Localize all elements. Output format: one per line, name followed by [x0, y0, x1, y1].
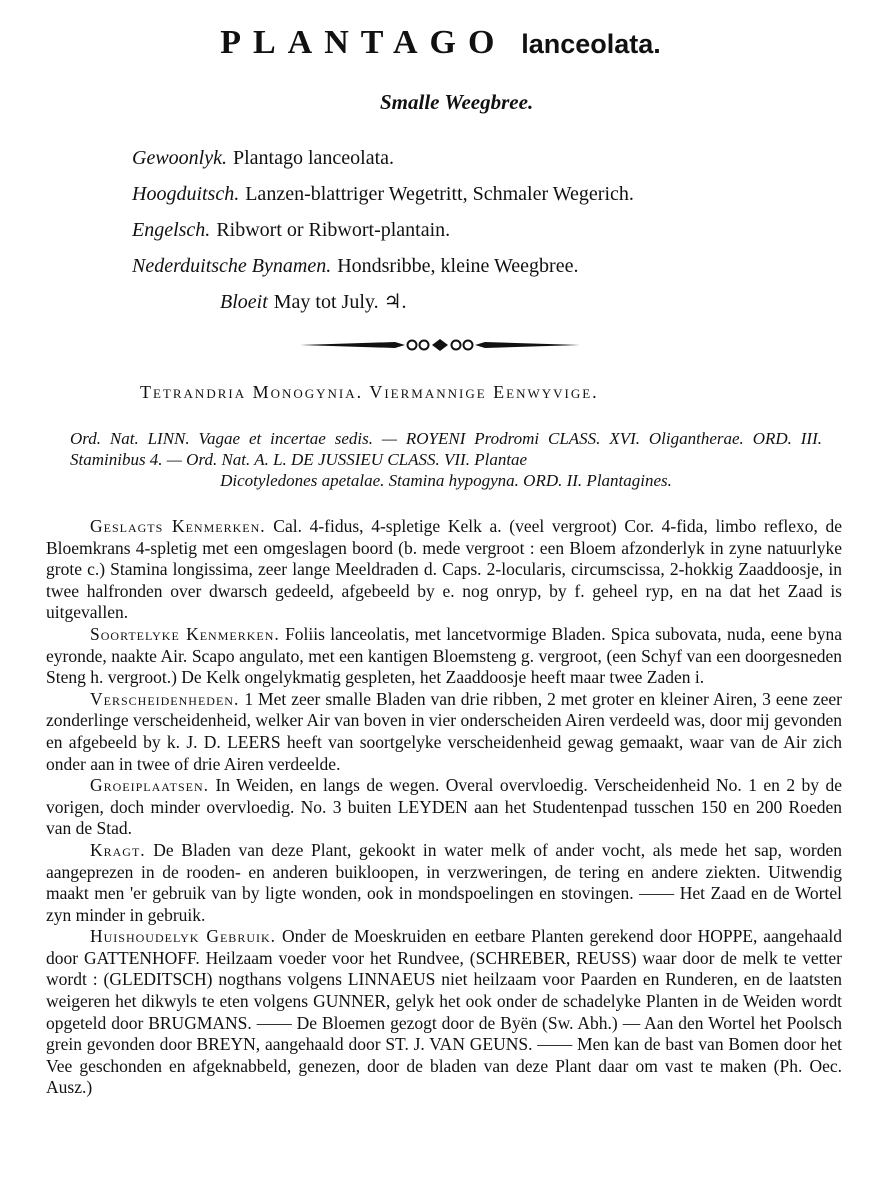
natural-order-last-line: Dicotyledones apetalae. Stamina hypogyna. ORD. II. Plantagines.: [220, 471, 672, 490]
paragraph: [46, 775, 842, 840]
synonym-row: [132, 176, 634, 212]
paragraph-heading: Verscheidenheden.: [90, 688, 240, 709]
natural-order-text: Ord. Nat. LINN. Vagae et incertae sedis. — ROYENI Prodromi CLASS. XVI. Oligantherae. ORD. III. Staminibus 4. — Ord. Nat. A. L. DE JUSSIEU CLASS. VII. Plantae: [70, 429, 822, 469]
synonym-value: Hondsribbe, kleine Weegbree.: [337, 255, 579, 277]
synonym-value: Ribwort or Ribwort-plantain.: [216, 219, 451, 241]
paragraph-heading: Soortelyke Kenmerken.: [90, 623, 280, 644]
paragraph-text: Foliis lanceolatis, met lancetvormige Bladen. Spica subovata, nuda, eene byna eyronde, naakte Air. Scapo angulato, met een kantigen Bloemsteng g. vergroot, (een Schyf van een doorgesneden Steng h. vergroot.) De Kelk ongelykmatig gespleten, het Zaaddoosje heeft maar twee Zaden i.: [46, 623, 842, 688]
paragraph-text: 1 Met zeer smalle Bladen van drie ribben, 2 met groter en kleiner Airen, 3 eene zeer zonderlinge verscheidenheid, welker Air van boven in vier onderscheiden Airen verdeeld was, door mij gevonden en afgebeeld by k. J. D. LEERS heeft van soortgelyke verscheidenheid gewag gemaakt, waar van de Air zich onder aan in twee of drie Airen verdeelde.: [46, 688, 842, 774]
synonym-label: Nederduitsche Bynamen.: [132, 255, 332, 277]
paragraph-text: In Weiden, en langs de wegen. Overal overvloedig. Verscheidenheid No. 1 en 2 by de vorigen, doch minder overvloedig. No. 3 buiten LEYDEN aan het Studentenpad tusschen 150 en 200 Roeden van de Stad.: [46, 775, 843, 839]
title-species: lanceolata.: [521, 29, 661, 59]
page-title: [0, 22, 881, 64]
paragraph: [46, 689, 842, 775]
ornament-divider-icon: [300, 336, 580, 354]
synonym-label: Gewoonlyk.: [132, 147, 227, 169]
flowering-row: [132, 284, 634, 320]
synonym-label: Hoogduitsch.: [132, 183, 240, 205]
paragraph-heading: Geslagts Kenmerken.: [90, 516, 266, 536]
common-name-subtitle: Smalle Weegbree.: [380, 90, 534, 114]
title-genus: PLANTAGO: [220, 24, 507, 61]
paragraph-heading: Huishoudelyk Gebruik.: [90, 926, 277, 947]
synonym-value: Plantago lanceolata.: [232, 147, 395, 169]
linnaean-class: Tetrandria Monogynia. Viermannige Eenwyvige.: [140, 382, 599, 402]
flowering-value: May tot July. ♃.: [273, 291, 407, 313]
paragraph: [46, 624, 842, 689]
paragraph-text: Cal. 4-fidus, 4-spletige Kelk a. (veel vergroot) Cor. 4-fida, limbo reflexo, de Bloemkrans 4-spletig met een omgeslagen boord (b. mede vergroot : een Bloem afzonderlyk in zyne natuurlyke grote c.) Stamina longissima, zeer lange Meeldraden d. Caps. 2-locularis, circumscissa, 2-hokkig Zaaddoosje, in twee halfronden over dwarsch gedeeld, afgebeeld by e. nog onryp, by f. geheel ryp, en na dat het Zaad is uitgevallen.: [46, 516, 843, 623]
synonym-row: [132, 248, 634, 284]
paragraph-text: Onder de Moeskruiden en eetbare Planten gerekend door HOPPE, aangehaald door GATTENHOFF. Heilzaam voeder voor het Rundvee, (SCHREBER, REUSS) waar door de melk te vetter wordt : (GLEDITSCH) nogthans volgens LINNAEUS niet heilzaam voor Paarden en Runderen, en de laatsten weigeren het dikwyls te eten volgens GUNNER, gelyk het ook onder de schadelyke Planten in de Weiden wordt opgeteld door BRUGMANS. —— De Bloemen gezogt door de Byën (Sw. Abh.) — Aan den Wortel het Poolsch grein gevonden door BREYN, aangehaald door ST. J. VAN GEUNS. —— Men kan de bast van Bomen door het Vee geschonden en afgeknabbeld, genezen, door de bladen van deze Plant daar om vast te maken (Ph. Oec. Ausz.): [46, 926, 843, 1098]
paragraph-heading: Groeiplaatsen.: [90, 775, 210, 796]
paragraph-heading: Kragt.: [90, 839, 146, 860]
synonym-row: [132, 212, 634, 248]
synonym-label: Engelsch.: [132, 219, 211, 241]
natural-order-block: [70, 428, 822, 491]
synonym-value: Lanzen-blattriger Wegetritt, Schmaler Wegerich.: [245, 183, 634, 205]
paragraph: [46, 926, 842, 1099]
synonym-row: [132, 140, 634, 176]
description-body: [46, 516, 842, 1099]
flowering-label: Bloeit: [220, 291, 268, 313]
paragraph: [46, 840, 842, 926]
paragraph: [46, 516, 842, 624]
paragraph-text: De Bladen van deze Plant, gekookt in water melk of ander vocht, als mede het sap, worden aangeprezen in de rooden- en anderen buikloopen, in verzweringen, de tering en andere ziekten. Uitwendig maakt men 'er gebruik van by ligte wonden, ook in mondspoelingen en stovingen. —— Het Zaad en de Wortel zyn minder in gebruik.: [46, 839, 842, 925]
synonym-list: [132, 140, 634, 320]
